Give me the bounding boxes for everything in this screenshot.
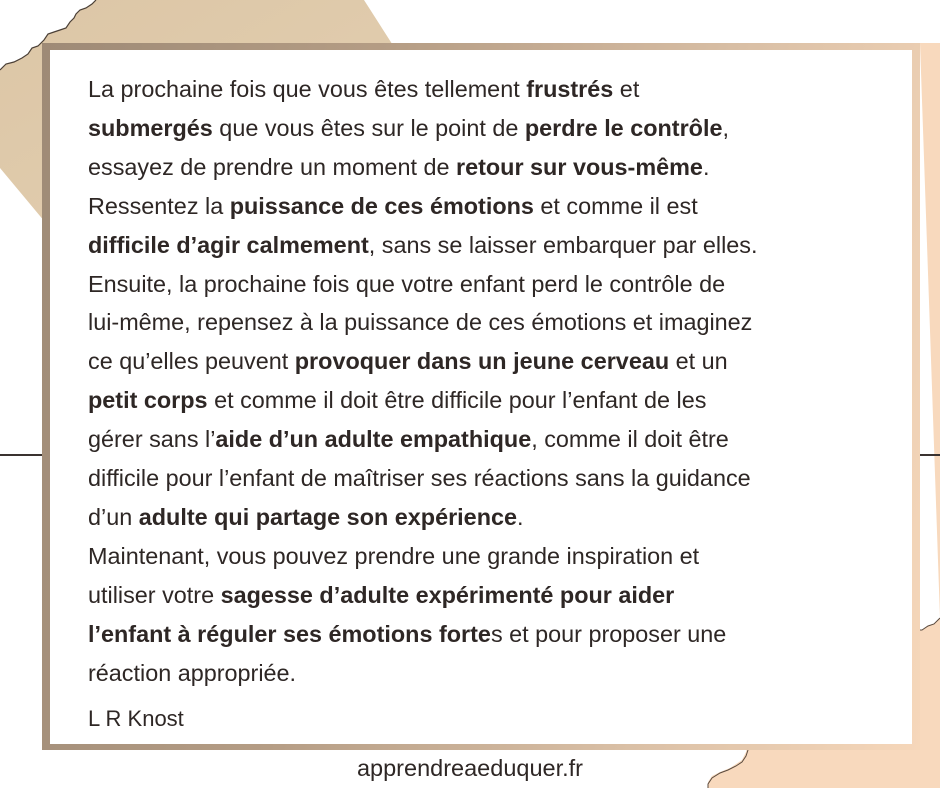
- quote-segment: .: [517, 503, 524, 530]
- quote-segment: utiliser votre: [88, 581, 221, 608]
- quote-line: [88, 342, 908, 381]
- quote-segment: et comme il est: [533, 192, 698, 219]
- quote-segment: , sans se laisser embarquer par elles.: [368, 231, 758, 258]
- quote-line: [88, 615, 908, 654]
- quote-line: [88, 654, 908, 693]
- quote-line: [88, 459, 908, 498]
- quote-card: [50, 50, 912, 744]
- quote-author: L R Knost: [88, 706, 184, 731]
- quote-line: [88, 537, 908, 576]
- quote-emphasis: sagesse d’adulte expérimenté pour aider: [220, 581, 675, 608]
- quote-line: [88, 109, 908, 148]
- quote-segment: Ensuite, la prochaine fois que votre enfant perd le contrôle de: [88, 270, 726, 297]
- website-credit: apprendreaeduquer.fr: [356, 755, 584, 781]
- quote-segment: Maintenant, vous pouvez prendre une grande inspiration et: [88, 542, 700, 569]
- quote-segment: et un: [669, 348, 728, 375]
- quote-line: [88, 226, 908, 265]
- quote-segment: s et pour proposer une: [490, 620, 727, 647]
- quote-emphasis: difficile d’agir calmement: [88, 231, 369, 258]
- quote-segment: réaction appropriée.: [88, 659, 297, 686]
- quote-segment: .: [702, 153, 710, 180]
- quote-segment: , comme il doit être: [531, 426, 729, 453]
- quote-emphasis: l’enfant à réguler ses émotions forte: [88, 620, 491, 647]
- quote-segment: lui-même, repensez à la puissance de ces émotions et imaginez: [88, 309, 753, 336]
- quote-emphasis: petit corps: [88, 387, 208, 414]
- quote-segment: et comme il doit être difficile pour l’enfant de les: [207, 387, 707, 414]
- quote-segment: que vous êtes sur le point de: [212, 114, 525, 141]
- quote-line: [88, 265, 908, 304]
- quote-line: [88, 381, 908, 420]
- quote-segment: difficile pour l’enfant de maîtriser ses réactions sans la guidance: [88, 465, 751, 492]
- quote-emphasis: adulte qui partage son expérience: [138, 503, 517, 530]
- quote-emphasis: frustrés: [526, 76, 614, 102]
- quote-emphasis: aide d’un adulte empathique: [215, 426, 532, 453]
- quote-emphasis: perdre le contrôle: [524, 114, 723, 141]
- quote-line: [88, 148, 908, 187]
- quote-line: [88, 576, 908, 615]
- quote-segment: ,: [722, 114, 729, 141]
- quote-segment: ce qu’elles peuvent: [88, 348, 295, 375]
- quote-text: [88, 70, 908, 693]
- quote-segment: et: [613, 76, 640, 102]
- quote-segment: essayez de prendre un moment de: [88, 153, 456, 180]
- quote-segment: d’un: [88, 503, 139, 530]
- quote-line: [88, 420, 908, 459]
- quote-segment: La prochaine fois que vous êtes tellement: [88, 76, 527, 102]
- quote-segment: gérer sans l’: [88, 426, 216, 453]
- quote-line: [88, 498, 908, 537]
- quote-line: [88, 70, 908, 109]
- quote-emphasis: retour sur vous-même: [455, 153, 703, 180]
- quote-emphasis: puissance de ces émotions: [229, 192, 534, 219]
- quote-emphasis: submergés: [88, 114, 213, 141]
- quote-line: [88, 303, 908, 342]
- quote-line: [88, 187, 908, 226]
- quote-emphasis: provoquer dans un jeune cerveau: [294, 348, 670, 375]
- quote-segment: Ressentez la: [88, 192, 230, 219]
